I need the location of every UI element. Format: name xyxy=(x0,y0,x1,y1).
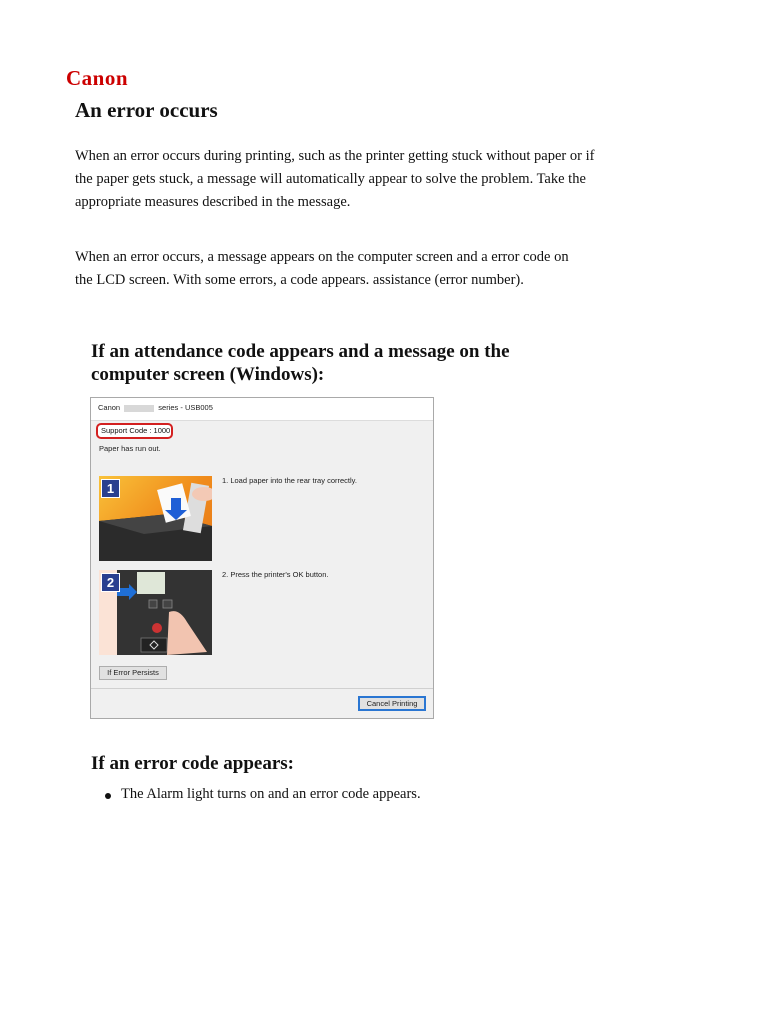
canon-logo: Canon xyxy=(66,66,129,90)
error-code-bullet-list xyxy=(105,786,421,803)
cancel-printing-button[interactable]: Cancel Printing xyxy=(358,696,426,711)
list-item: The Alarm light turns on and an error code appears. xyxy=(105,786,421,803)
step1-instruction: 1. Load paper into the rear tray correctly. xyxy=(222,476,357,485)
dialog-title-prefix: Canon xyxy=(98,403,121,412)
step2-number-badge: 2 xyxy=(101,573,120,592)
dialog-title-suffix: series - USB005 xyxy=(158,403,213,412)
dialog-titlebar xyxy=(91,398,433,421)
step1-number-badge: 1 xyxy=(101,479,120,498)
printer-load-paper-icon xyxy=(99,476,212,561)
error-paragraph: When an error occurs, a message appears on the computer screen and a error code on the LCD screen. With some errors, a code appears. assistance (error number). xyxy=(75,249,569,288)
step1-illustration xyxy=(99,476,212,561)
error-dialog-screenshot xyxy=(90,397,434,719)
dialog-title xyxy=(98,403,213,412)
support-code-label: Support Code : 1000 xyxy=(96,423,173,439)
step2-illustration xyxy=(99,570,212,655)
dialog-separator xyxy=(91,688,433,689)
redacted-model-name xyxy=(124,405,154,412)
step2-instruction: 2. Press the printer's OK button. xyxy=(222,570,329,579)
dialog-message: Paper has run out. xyxy=(99,444,161,453)
intro-paragraph: When an error occurs during printing, such as the printer getting stuck without paper or if the paper gets stuck, a message will automatically appear to solve the problem. Take the appropriate measures described in the message. xyxy=(75,148,595,210)
section-heading-error-code: If an error code appears: xyxy=(91,753,294,774)
if-error-persists-button[interactable]: If Error Persists xyxy=(99,666,167,680)
page-title: An error occurs xyxy=(75,98,218,122)
section-heading-windows: If an attendance code appears and a message on the computer screen (Windows): xyxy=(91,341,510,385)
